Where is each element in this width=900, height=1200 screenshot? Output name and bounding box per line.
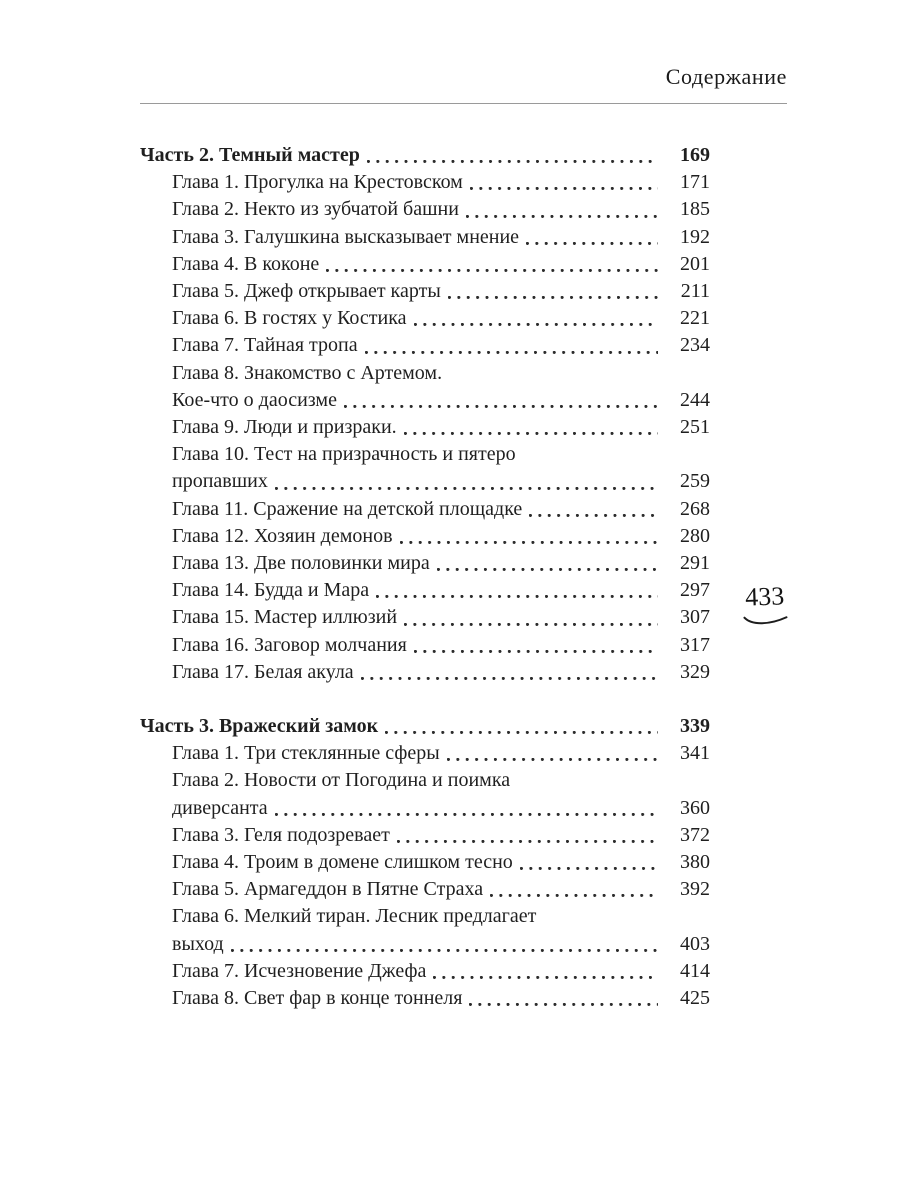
dot-leader <box>339 387 662 414</box>
page-number: 307 <box>680 606 710 629</box>
page-marker-text: 433 <box>744 581 785 612</box>
toc-chapter-row <box>140 550 710 577</box>
toc <box>140 142 710 1012</box>
chapter-title: Глава 6. Мелкий тиран. Лесник предлагает <box>172 905 537 928</box>
page-number: 280 <box>680 524 710 547</box>
toc-chapter-row <box>140 849 710 876</box>
chapter-title: Глава 14. Будда и Мара <box>172 579 370 602</box>
chapter-title: Глава 2. Новости от Погодина и поимка <box>172 769 511 792</box>
toc-chapter-row <box>140 414 710 441</box>
page-number: 171 <box>680 171 710 194</box>
toc-chapter-row <box>140 795 710 822</box>
page-number: 221 <box>680 307 710 330</box>
chapter-title: Глава 15. Мастер иллюзий <box>172 606 398 629</box>
toc-chapter-row <box>140 169 710 196</box>
toc-chapter-row <box>140 468 710 495</box>
toc-chapter-row <box>140 604 710 631</box>
toc-chapter-row <box>140 305 710 332</box>
chapter-title: Глава 17. Белая акула <box>172 660 354 683</box>
dot-leader <box>395 523 662 550</box>
dot-leader <box>321 251 662 278</box>
page-number: 297 <box>680 579 710 602</box>
page-number: 244 <box>680 388 710 411</box>
page-marker-underline-icon <box>741 612 789 628</box>
chapter-title: Глава 3. Геля подозревает <box>172 823 390 846</box>
toc-chapter-row <box>140 876 710 903</box>
toc-chapter-row <box>140 441 710 468</box>
toc-chapter-row <box>140 958 710 985</box>
chapter-title: Глава 4. Троим в домене слишком тесно <box>172 851 513 874</box>
page-number: 259 <box>680 470 710 493</box>
page-number: 403 <box>680 932 710 955</box>
dot-leader <box>392 822 662 849</box>
toc-chapter-row <box>140 740 710 767</box>
part-title: Часть 2. Темный мастер <box>140 144 360 166</box>
page-number: 425 <box>680 987 710 1010</box>
toc-chapter-row <box>140 278 710 305</box>
dot-leader <box>399 414 662 441</box>
chapter-title: Глава 10. Тест на призрачность и пятеро <box>172 443 516 466</box>
chapter-title: Глава 1. Три стеклянные сферы <box>172 742 440 765</box>
handwritten-page-marker <box>737 581 793 628</box>
page-number: 329 <box>680 660 710 683</box>
page-number: 339 <box>680 715 710 738</box>
dot-leader <box>371 577 662 604</box>
page-number: 201 <box>680 252 710 275</box>
page-title: Содержание <box>665 64 787 89</box>
dot-leader <box>515 849 662 876</box>
dot-leader <box>521 224 662 251</box>
chapter-title: Глава 1. Прогулка на Крестовском <box>172 171 463 194</box>
toc-chapter-row <box>140 251 710 278</box>
page-number: 169 <box>680 144 710 166</box>
dot-leader <box>524 496 662 523</box>
toc-chapter-row <box>140 387 710 414</box>
page-number: 360 <box>680 796 710 819</box>
toc-chapter-row <box>140 659 710 686</box>
contents-header <box>140 64 787 104</box>
dot-leader <box>399 604 662 631</box>
chapter-title: Кое-что о даосизме <box>172 388 337 411</box>
page-number: 392 <box>680 878 710 901</box>
toc-part-row <box>140 142 710 169</box>
toc-chapter-row <box>140 360 710 387</box>
dot-leader <box>428 958 662 985</box>
chapter-title: Глава 6. В гостях у Костика <box>172 307 407 330</box>
toc-chapter-row <box>140 903 710 930</box>
page-number: 268 <box>680 497 710 520</box>
toc-chapter-row <box>140 196 710 223</box>
toc-part-row <box>140 713 710 740</box>
page-number: 234 <box>680 334 710 357</box>
page-number: 341 <box>680 742 710 765</box>
toc-chapter-row <box>140 496 710 523</box>
dot-leader <box>362 142 662 169</box>
chapter-title: Глава 8. Знакомство с Артемом. <box>172 361 443 384</box>
chapter-title: выход <box>172 932 224 955</box>
dot-leader <box>485 876 662 903</box>
chapter-title: Глава 9. Люди и призраки. <box>172 416 397 439</box>
toc-chapter-row <box>140 332 710 359</box>
page-number: 372 <box>680 823 710 846</box>
chapter-title: Глава 5. Джеф открывает карты <box>172 280 441 303</box>
chapter-title: Глава 5. Армагеддон в Пятне Страха <box>172 878 484 901</box>
toc-chapter-row <box>140 767 710 794</box>
dot-leader <box>442 740 662 767</box>
toc-section <box>140 713 710 1012</box>
chapter-title: Глава 7. Тайная тропа <box>172 334 358 357</box>
dot-leader <box>380 713 662 740</box>
dot-leader <box>465 169 662 196</box>
chapter-title: Глава 16. Заговор молчания <box>172 633 407 656</box>
dot-leader <box>360 332 662 359</box>
chapter-title: диверсанта <box>172 796 268 819</box>
dot-leader <box>432 550 662 577</box>
toc-chapter-row <box>140 931 710 958</box>
chapter-title: Глава 3. Галушкина высказывает мнение <box>172 225 520 248</box>
page-number: 211 <box>680 280 710 303</box>
page-number: 414 <box>680 959 710 982</box>
toc-chapter-row <box>140 632 710 659</box>
chapter-title: Глава 2. Некто из зубчатой башни <box>172 198 459 221</box>
page-number: 380 <box>680 851 710 874</box>
toc-chapter-row <box>140 822 710 849</box>
dot-leader <box>443 278 662 305</box>
part-title: Часть 3. Вражеский замок <box>140 715 379 738</box>
page-number: 185 <box>680 198 710 221</box>
toc-chapter-row <box>140 224 710 251</box>
dot-leader <box>409 632 662 659</box>
page-number: 192 <box>680 225 710 248</box>
chapter-title: Глава 11. Сражение на детской площадке <box>172 497 523 520</box>
toc-section <box>140 142 710 686</box>
page-number: 317 <box>680 633 710 656</box>
dot-leader <box>461 196 662 223</box>
toc-chapter-row <box>140 577 710 604</box>
chapter-title: Глава 12. Хозяин демонов <box>172 524 393 547</box>
toc-chapter-row <box>140 985 710 1012</box>
dot-leader <box>464 985 662 1012</box>
chapter-title: Глава 13. Две половинки мира <box>172 552 430 575</box>
page-number: 251 <box>680 416 710 439</box>
page-number: 291 <box>680 552 710 575</box>
dot-leader <box>270 795 662 822</box>
chapter-title: Глава 8. Свет фар в конце тоннеля <box>172 987 463 1010</box>
dot-leader <box>409 305 662 332</box>
dot-leader <box>356 659 662 686</box>
dot-leader <box>270 468 662 495</box>
chapter-title: Глава 7. Исчезновение Джефа <box>172 959 427 982</box>
toc-chapter-row <box>140 523 710 550</box>
dot-leader <box>226 931 662 958</box>
chapter-title: пропавших <box>172 470 268 493</box>
chapter-title: Глава 4. В коконе <box>172 252 320 275</box>
